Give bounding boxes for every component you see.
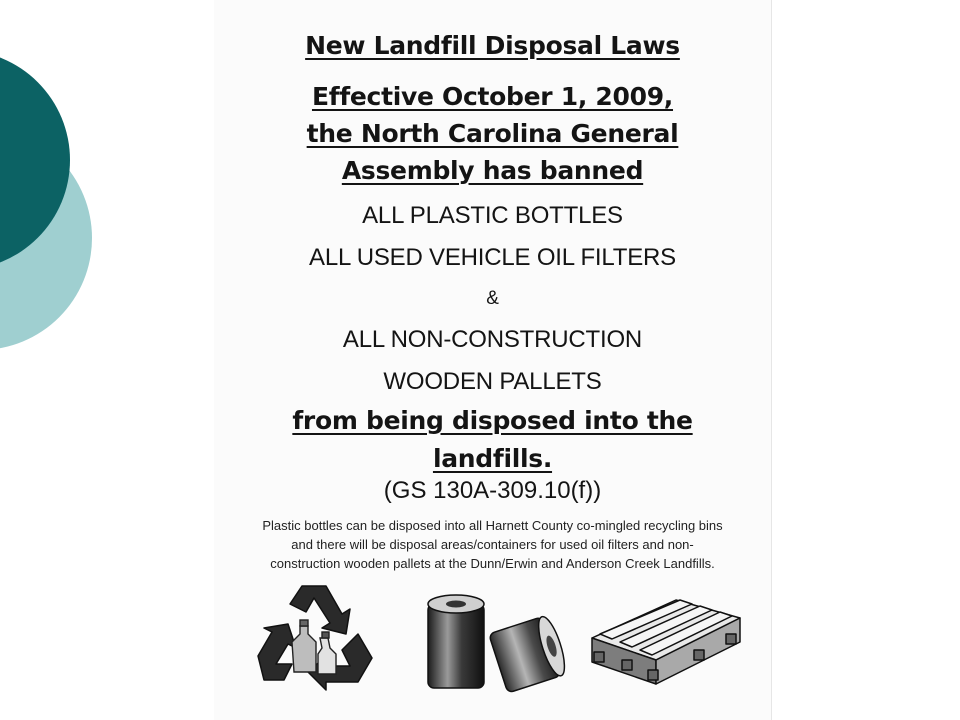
banned-item: ALL NON-CONSTRUCTION <box>342 326 643 353</box>
slide-gap <box>772 150 782 172</box>
effective-line: Assembly has banned <box>341 156 644 185</box>
from-line: landfills. <box>432 444 553 473</box>
banned-item: WOODEN PALLETS <box>383 368 602 395</box>
banned-items-list <box>214 195 771 403</box>
disposal-note <box>242 516 743 573</box>
banned-item: ALL PLASTIC BOTTLES <box>362 202 623 229</box>
from-block <box>214 402 771 478</box>
flyer-title-block <box>214 28 771 64</box>
banned-item: ALL USED VEHICLE OIL FILTERS <box>309 244 676 271</box>
statute-reference: (GS 130A-309.10(f)) <box>383 477 602 504</box>
effective-block <box>214 78 771 189</box>
ampersand: & <box>486 288 499 309</box>
wooden-pallet-icon <box>586 594 746 690</box>
oil-filters-icon <box>418 590 568 694</box>
flyer-title: New Landfill Disposal Laws <box>305 31 680 60</box>
note-line: and there will be disposal areas/containers for used oil filters and non- <box>291 537 694 552</box>
effective-line: Effective October 1, 2009, <box>311 82 674 111</box>
note-line: Plastic bottles can be disposed into all Harnett County co-mingled recycling bins <box>262 518 723 533</box>
slide-decoration <box>0 0 120 400</box>
from-line: from being disposed into the <box>292 406 693 435</box>
note-line: construction wooden pallets at the Dunn/Erwin and Anderson Creek Landfills. <box>270 556 715 571</box>
recycle-bottles-icon <box>250 582 378 694</box>
effective-line: the North Carolina General <box>306 119 679 148</box>
